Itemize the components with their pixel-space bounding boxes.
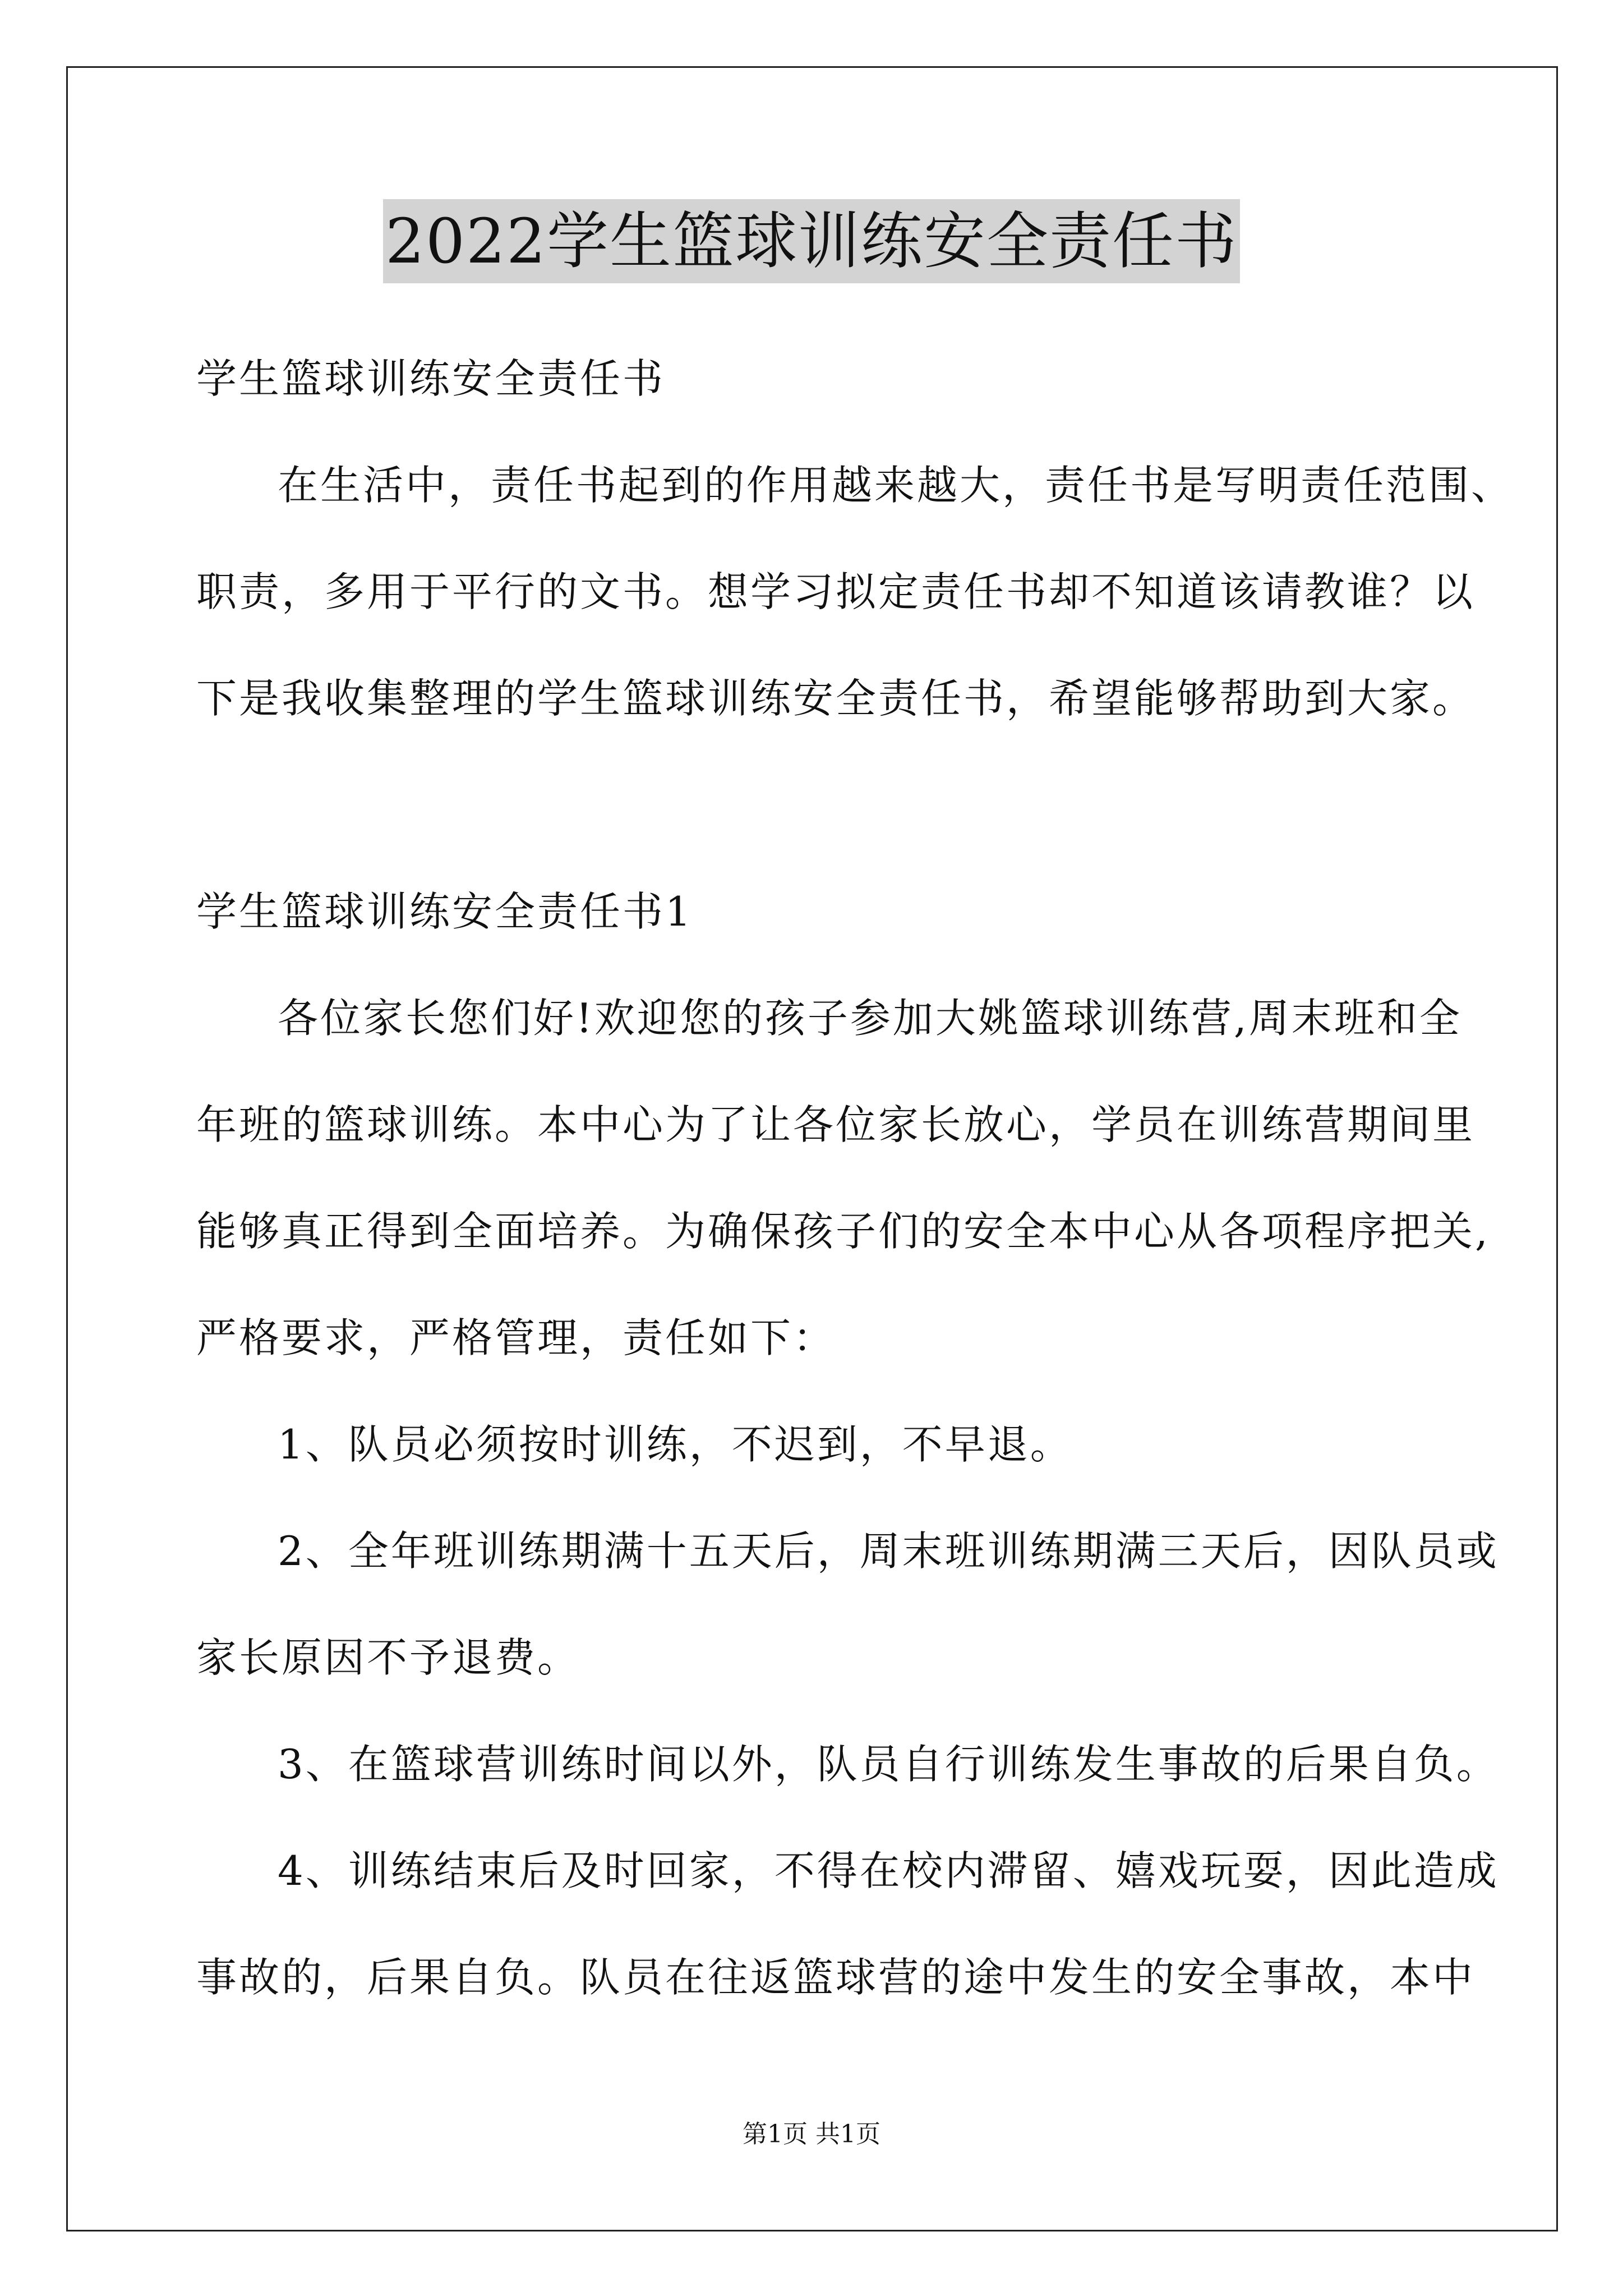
intro-line: 职责，多用于平行的文书。想学习拟定责任书却不知道该请教谁？以	[196, 568, 1476, 615]
subtitle: 学生篮球训练安全责任书	[196, 355, 666, 402]
intro-line: 下是我收集整理的学生篮球训练安全责任书，希望能够帮助到大家。	[196, 675, 1476, 722]
title-container	[0, 199, 1623, 283]
body-line: 家长原因不予退费。	[196, 1634, 580, 1681]
body-line: 4、训练结束后及时回家，不得在校内滞留、嬉戏玩耍，因此造成	[278, 1847, 1499, 1894]
body-line: 2、全年班训练期满十五天后，周末班训练期满三天后，因队员或	[278, 1527, 1499, 1575]
section-title: 学生篮球训练安全责任书1	[196, 888, 693, 935]
body-line: 各位家长您们好!欢迎您的孩子参加大姚篮球训练营,周末班和全	[278, 995, 1462, 1042]
body-line: 年班的篮球训练。本中心为了让各位家长放心，学员在训练营期间里	[196, 1101, 1476, 1148]
body-line: 3、在篮球营训练时间以外，队员自行训练发生事故的后果自负。	[278, 1741, 1499, 1788]
body-line: 事故的，后果自负。队员在往返篮球营的途中发生的安全事故，本中	[196, 1954, 1476, 2001]
body-line: 严格要求，严格管理，责任如下：	[196, 1314, 836, 1361]
body-line: 1、队员必须按时训练，不迟到，不早退。	[278, 1421, 1073, 1468]
page-number: 第1页 共1页	[743, 2120, 880, 2148]
intro-line: 在生活中，责任书起到的作用越来越大，责任书是写明责任范围、	[278, 462, 1514, 509]
body-line: 能够真正得到全面培养。为确保孩子们的安全本中心从各项程序把关,	[196, 1208, 1490, 1255]
document-title: 2022学生篮球训练安全责任书	[383, 199, 1240, 283]
